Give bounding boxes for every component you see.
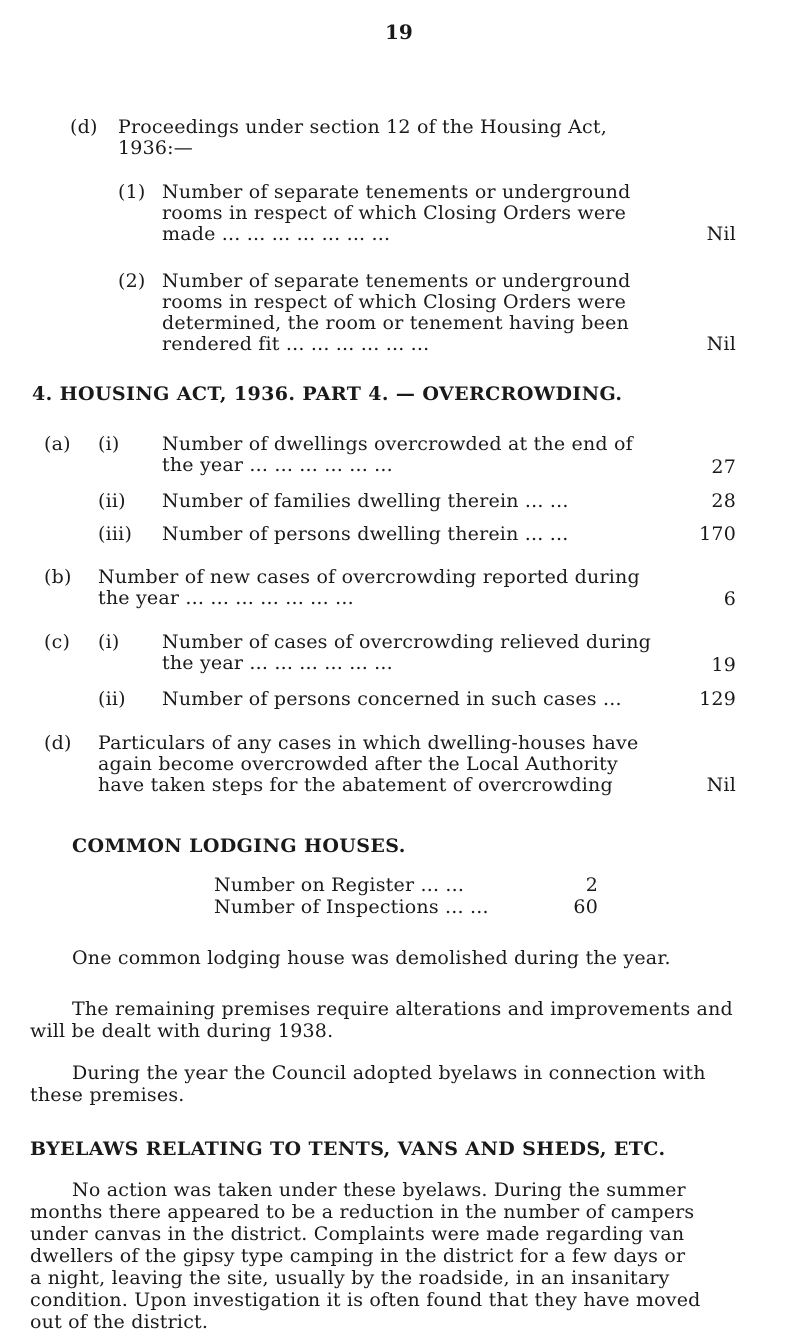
housing-a-ii-text: Number of families dwelling therein ... ...	[162, 490, 569, 512]
housing-a-i-value: 27	[711, 456, 736, 478]
byelaws-heading: BYELAWS RELATING TO TENTS, VANS AND SHEDS, ETC.	[30, 1138, 666, 1160]
housing-a-i-line1: Number of dwellings overcrowded at the end of	[162, 433, 633, 455]
item-1-value: Nil	[706, 223, 736, 245]
housing-a-ii-value: 28	[711, 490, 736, 512]
housing-heading: 4. HOUSING ACT, 1936. PART 4. — OVERCROWDING.	[32, 383, 623, 405]
housing-a-iii-text: Number of persons dwelling therein ... ...	[162, 523, 569, 545]
byelaws-line: No action was taken under these byelaws. During the summer	[72, 1179, 686, 1201]
byelaws-line: under canvas in the district. Complaints were made regarding van	[30, 1223, 685, 1245]
byelaws-line: months there appeared to be a reduction in the number of campers	[30, 1201, 695, 1223]
item-1-line3: made ... ... ... ... ... ... ...	[162, 223, 391, 245]
housing-a-iii-value: 170	[699, 523, 736, 545]
item-2-line4: rendered fit ... ... ... ... ... ...	[162, 333, 430, 355]
byelaws-line: dwellers of the gipsy type camping in the district for a few days or	[30, 1245, 686, 1267]
item-2-line3: determined, the room or tenement having been	[162, 312, 629, 334]
housing-b-line2: the year ... ... ... ... ... ... ...	[98, 587, 354, 609]
housing-d-value: Nil	[706, 774, 736, 796]
item-1-line2: rooms in respect of which Closing Orders were	[162, 202, 627, 224]
lodging-para-3-line1: During the year the Council adopted byelaws in connection with	[72, 1062, 706, 1084]
housing-c-ii-label: (ii)	[98, 688, 126, 710]
byelaws-line: a night, leaving the site, usually by the roadside, in an insanitary	[30, 1267, 670, 1289]
housing-d-label: (d)	[44, 732, 72, 754]
inspections-value: 60	[573, 896, 598, 918]
item-2-line2: rooms in respect of which Closing Orders were	[162, 291, 627, 313]
lodging-para-2-line2: will be dealt with during 1938.	[30, 1020, 334, 1042]
lodging-para-1: One common lodging house was demolished during the year.	[72, 947, 671, 969]
common-lodging-heading: COMMON LODGING HOUSES.	[72, 835, 406, 857]
housing-b-line1: Number of new cases of overcrowding reported during	[98, 566, 640, 588]
housing-d-line3: have taken steps for the abatement of overcrowding	[98, 774, 613, 796]
byelaws-line: condition. Upon investigation it is often found that they have moved	[30, 1289, 701, 1311]
item-1-line1: Number of separate tenements or underground	[162, 181, 631, 203]
housing-a-i-line2: the year ... ... ... ... ... ...	[162, 454, 393, 476]
housing-a-i-label: (i)	[98, 433, 120, 455]
inspections-label: Number of Inspections ... ...	[214, 896, 489, 918]
housing-c-i-line1: Number of cases of overcrowding relieved during	[162, 631, 652, 653]
section-d-title-line2: 1936:—	[118, 137, 193, 159]
housing-b-value: 6	[723, 588, 736, 610]
housing-c-i-line2: the year ... ... ... ... ... ...	[162, 652, 393, 674]
page-number: 19	[385, 20, 413, 44]
item-1-label: (1)	[118, 181, 146, 203]
section-d-title-line1: Proceedings under section 12 of the Housing Act,	[118, 116, 607, 138]
item-2-value: Nil	[706, 333, 736, 355]
housing-c-i-value: 19	[711, 654, 736, 676]
housing-c-ii-value: 129	[699, 688, 736, 710]
housing-a-ii-label: (ii)	[98, 490, 126, 512]
register-value: 2	[585, 874, 598, 896]
lodging-para-3-line2: these premises.	[30, 1084, 185, 1106]
housing-b-label: (b)	[44, 566, 72, 588]
lodging-para-2-line1: The remaining premises require alterations and improvements and	[72, 998, 733, 1020]
housing-a-label: (a)	[44, 433, 71, 455]
item-2-line1: Number of separate tenements or underground	[162, 270, 631, 292]
housing-c-i-label: (i)	[98, 631, 120, 653]
item-2-label: (2)	[118, 270, 146, 292]
housing-a-iii-label: (iii)	[98, 523, 133, 545]
housing-c-ii-text: Number of persons concerned in such cases ...	[162, 688, 622, 710]
byelaws-line: out of the district.	[30, 1311, 209, 1333]
housing-c-label: (c)	[44, 631, 71, 653]
register-label: Number on Register ... ...	[214, 874, 465, 896]
housing-d-line2: again become overcrowded after the Local Authority	[98, 753, 618, 775]
housing-d-line1: Particulars of any cases in which dwelling-houses have	[98, 732, 639, 754]
section-d-label: (d)	[70, 116, 98, 138]
